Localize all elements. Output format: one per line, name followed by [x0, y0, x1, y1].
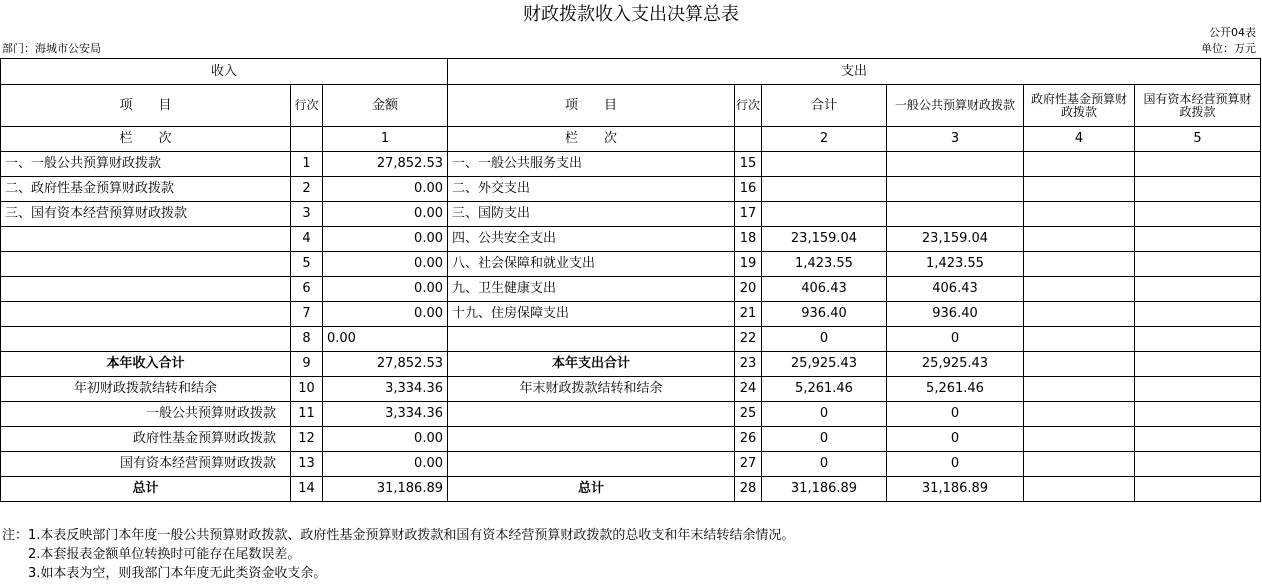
- expense-general-cell: 5,261.46: [887, 377, 1024, 402]
- expense-general-cell: 1,423.55: [887, 252, 1024, 277]
- expense-item-cell: [448, 402, 735, 427]
- expense-line-cell: 19: [735, 252, 762, 277]
- income-amount-cell: 27,852.53: [323, 352, 448, 377]
- table-row: [1, 452, 1261, 477]
- expense-total-cell: 936.40: [762, 302, 887, 327]
- income-amount-cell: 3,334.36: [323, 377, 448, 402]
- expense-fund-cell: [1024, 252, 1135, 277]
- income-amount-cell: 0.00: [323, 452, 448, 477]
- income-line-cell: 14: [291, 477, 323, 502]
- income-line-cell: 7: [291, 302, 323, 327]
- column-index-2: 2: [762, 127, 887, 152]
- expense-item-cell: 十九、住房保障支出: [448, 302, 735, 327]
- income-item-cell: 一般公共预算财政拨款: [1, 402, 291, 427]
- expense-general-cell: [887, 177, 1024, 202]
- expense-fund-cell: [1024, 177, 1135, 202]
- expense-capital-cell: [1135, 427, 1261, 452]
- expense-capital-header: 国有资本经营预算财政拨款: [1135, 85, 1261, 127]
- table-row: [1, 402, 1261, 427]
- expense-capital-cell: [1135, 402, 1261, 427]
- income-line-cell: 9: [291, 352, 323, 377]
- expense-line-cell: 26: [735, 427, 762, 452]
- column-index-4: 4: [1024, 127, 1135, 152]
- table-row: [1, 277, 1261, 302]
- expense-capital-cell: [1135, 202, 1261, 227]
- expense-total-cell: 23,159.04: [762, 227, 887, 252]
- table-row: [1, 227, 1261, 252]
- table-row: [1, 327, 1261, 352]
- table-row: [1, 427, 1261, 452]
- income-line-cell: 13: [291, 452, 323, 477]
- income-item-cell: 政府性基金预算财政拨款: [1, 427, 291, 452]
- expense-index-line: [735, 127, 762, 152]
- expense-total-cell: 406.43: [762, 277, 887, 302]
- expense-fund-cell: [1024, 477, 1135, 502]
- expense-capital-cell: [1135, 277, 1261, 302]
- expense-capital-cell: [1135, 302, 1261, 327]
- expense-capital-cell: [1135, 152, 1261, 177]
- expense-item-cell: [448, 327, 735, 352]
- expense-total-cell: 31,186.89: [762, 477, 887, 502]
- expense-total-cell: 0: [762, 427, 887, 452]
- expense-general-cell: 0: [887, 452, 1024, 477]
- expense-fund-cell: [1024, 202, 1135, 227]
- income-amount-cell: 0.00: [323, 252, 448, 277]
- income-line-cell: 6: [291, 277, 323, 302]
- income-amount-cell: 27,852.53: [323, 152, 448, 177]
- income-amount-cell: 0.00: [323, 277, 448, 302]
- expense-line-cell: 25: [735, 402, 762, 427]
- expense-line-cell: 20: [735, 277, 762, 302]
- income-item-cell: 国有资本经营预算财政拨款: [1, 452, 291, 477]
- expense-general-cell: [887, 202, 1024, 227]
- income-amount-cell: 0.00: [323, 202, 448, 227]
- income-item-cell: 总计: [1, 477, 291, 502]
- expense-index-label: 栏 次: [448, 127, 735, 152]
- income-line-cell: 12: [291, 427, 323, 452]
- income-item-cell: [1, 302, 291, 327]
- table-row: [1, 302, 1261, 327]
- expense-total-cell: 0: [762, 452, 887, 477]
- column-index-5: 5: [1135, 127, 1261, 152]
- expense-line-cell: 22: [735, 327, 762, 352]
- expense-group-header: 支出: [448, 59, 1261, 85]
- note-line: 注：1.本表反映部门本年度一般公共预算财政拨款、政府性基金预算财政拨款和国有资本经营预算财政拨款的总收支和年末结转结余情况。: [2, 528, 795, 543]
- expense-capital-cell: [1135, 252, 1261, 277]
- income-amount-cell: 0.00: [323, 227, 448, 252]
- income-item-cell: 二、政府性基金预算财政拨款: [1, 177, 291, 202]
- income-line-cell: 11: [291, 402, 323, 427]
- income-group-header: 收入: [1, 59, 448, 85]
- expense-line-cell: 21: [735, 302, 762, 327]
- expense-line-cell: 15: [735, 152, 762, 177]
- expense-fund-cell: [1024, 327, 1135, 352]
- notes: [2, 526, 794, 583]
- expense-fund-cell: [1024, 402, 1135, 427]
- expense-total-header: 合计: [762, 85, 887, 127]
- income-amount-cell: 0.00: [323, 427, 448, 452]
- expense-fund-cell: [1024, 427, 1135, 452]
- income-item-cell: [1, 327, 291, 352]
- expense-item-cell: 二、外交支出: [448, 177, 735, 202]
- expense-line-cell: 24: [735, 377, 762, 402]
- expense-fund-cell: [1024, 277, 1135, 302]
- column-index-3: 3: [887, 127, 1024, 152]
- expense-fund-cell: [1024, 302, 1135, 327]
- expense-line-cell: 18: [735, 227, 762, 252]
- income-amount-cell: 0.00: [323, 302, 448, 327]
- income-item-cell: 本年收入合计: [1, 352, 291, 377]
- expense-item-cell: 本年支出合计: [448, 352, 735, 377]
- expense-line-cell: 28: [735, 477, 762, 502]
- expense-capital-cell: [1135, 352, 1261, 377]
- expense-fund-cell: [1024, 227, 1135, 252]
- expense-item-cell: 四、公共安全支出: [448, 227, 735, 252]
- expense-fund-cell: [1024, 352, 1135, 377]
- expense-item-cell: [448, 427, 735, 452]
- note-line: 2.本套报表金额单位转换时可能存在尾数误差。: [2, 547, 301, 562]
- expense-item-cell: 九、卫生健康支出: [448, 277, 735, 302]
- expense-general-cell: 0: [887, 427, 1024, 452]
- expense-line-cell: 23: [735, 352, 762, 377]
- expense-total-cell: 5,261.46: [762, 377, 887, 402]
- expense-general-cell: 25,925.43: [887, 352, 1024, 377]
- expense-line-cell: 16: [735, 177, 762, 202]
- expense-line-cell: 27: [735, 452, 762, 477]
- income-line-cell: 8: [291, 327, 323, 352]
- expense-item-cell: 八、社会保障和就业支出: [448, 252, 735, 277]
- income-amount-cell: 3,334.36: [323, 402, 448, 427]
- table-row: [1, 477, 1261, 502]
- income-item-cell: [1, 227, 291, 252]
- income-line-cell: 1: [291, 152, 323, 177]
- expense-general-cell: 936.40: [887, 302, 1024, 327]
- income-line-cell: 5: [291, 252, 323, 277]
- page-title: 财政拨款收入支出决算总表: [523, 4, 739, 25]
- expense-item-cell: 三、国防支出: [448, 202, 735, 227]
- column-index-1: 1: [323, 127, 448, 152]
- expense-general-cell: 31,186.89: [887, 477, 1024, 502]
- expense-general-cell: 0: [887, 402, 1024, 427]
- expense-capital-cell: [1135, 377, 1261, 402]
- income-item-cell: 一、一般公共预算财政拨款: [1, 152, 291, 177]
- income-item-cell: [1, 277, 291, 302]
- appropriation-table: [0, 58, 1261, 502]
- expense-total-cell: [762, 202, 887, 227]
- table-row: [1, 352, 1261, 377]
- expense-fund-header: 政府性基金预算财政拨款: [1024, 85, 1135, 127]
- department-label: 部门：海城市公安局: [2, 42, 101, 55]
- expense-total-cell: 0: [762, 327, 887, 352]
- table-row: [1, 177, 1261, 202]
- table-row: [1, 152, 1261, 177]
- expense-item-cell: 年末财政拨款结转和结余: [448, 377, 735, 402]
- unit-label: 单位：万元: [1201, 42, 1256, 55]
- income-line-cell: 4: [291, 227, 323, 252]
- expense-fund-cell: [1024, 152, 1135, 177]
- income-item-cell: 年初财政拨款结转和结余: [1, 377, 291, 402]
- expense-fund-cell: [1024, 452, 1135, 477]
- expense-item-cell: [448, 452, 735, 477]
- table-row: [1, 252, 1261, 277]
- expense-fund-cell: [1024, 377, 1135, 402]
- expense-total-cell: [762, 177, 887, 202]
- income-item-cell: [1, 252, 291, 277]
- income-item-header: 项 目: [1, 85, 291, 127]
- expense-general-header: 一般公共预算财政拨款: [887, 85, 1024, 127]
- expense-item-header: 项 目: [448, 85, 735, 127]
- expense-total-cell: 25,925.43: [762, 352, 887, 377]
- income-amount-header: 金额: [323, 85, 448, 127]
- note-line: 3.如本表为空，则我部门本年度无此类资金收支余。: [2, 566, 327, 581]
- income-line-header: 行次: [291, 85, 323, 127]
- expense-line-header: 行次: [735, 85, 762, 127]
- income-amount-cell: 31,186.89: [323, 477, 448, 502]
- expense-total-cell: 1,423.55: [762, 252, 887, 277]
- table-row: [1, 202, 1261, 227]
- income-amount-cell: 0.00: [323, 327, 448, 352]
- expense-item-cell: 总计: [448, 477, 735, 502]
- expense-total-cell: [762, 152, 887, 177]
- income-item-cell: 三、国有资本经营预算财政拨款: [1, 202, 291, 227]
- income-index-line: [291, 127, 323, 152]
- table-row: [1, 377, 1261, 402]
- income-index-label: 栏 次: [1, 127, 291, 152]
- expense-total-cell: 0: [762, 402, 887, 427]
- expense-capital-cell: [1135, 327, 1261, 352]
- expense-capital-cell: [1135, 177, 1261, 202]
- form-number: 公开04表: [1209, 26, 1256, 39]
- income-line-cell: 10: [291, 377, 323, 402]
- expense-general-cell: 406.43: [887, 277, 1024, 302]
- income-line-cell: 2: [291, 177, 323, 202]
- expense-capital-cell: [1135, 452, 1261, 477]
- expense-general-cell: [887, 152, 1024, 177]
- expense-general-cell: 23,159.04: [887, 227, 1024, 252]
- income-amount-cell: 0.00: [323, 177, 448, 202]
- expense-capital-cell: [1135, 477, 1261, 502]
- expense-general-cell: 0: [887, 327, 1024, 352]
- expense-line-cell: 17: [735, 202, 762, 227]
- expense-capital-cell: [1135, 227, 1261, 252]
- income-line-cell: 3: [291, 202, 323, 227]
- expense-item-cell: 一、一般公共服务支出: [448, 152, 735, 177]
